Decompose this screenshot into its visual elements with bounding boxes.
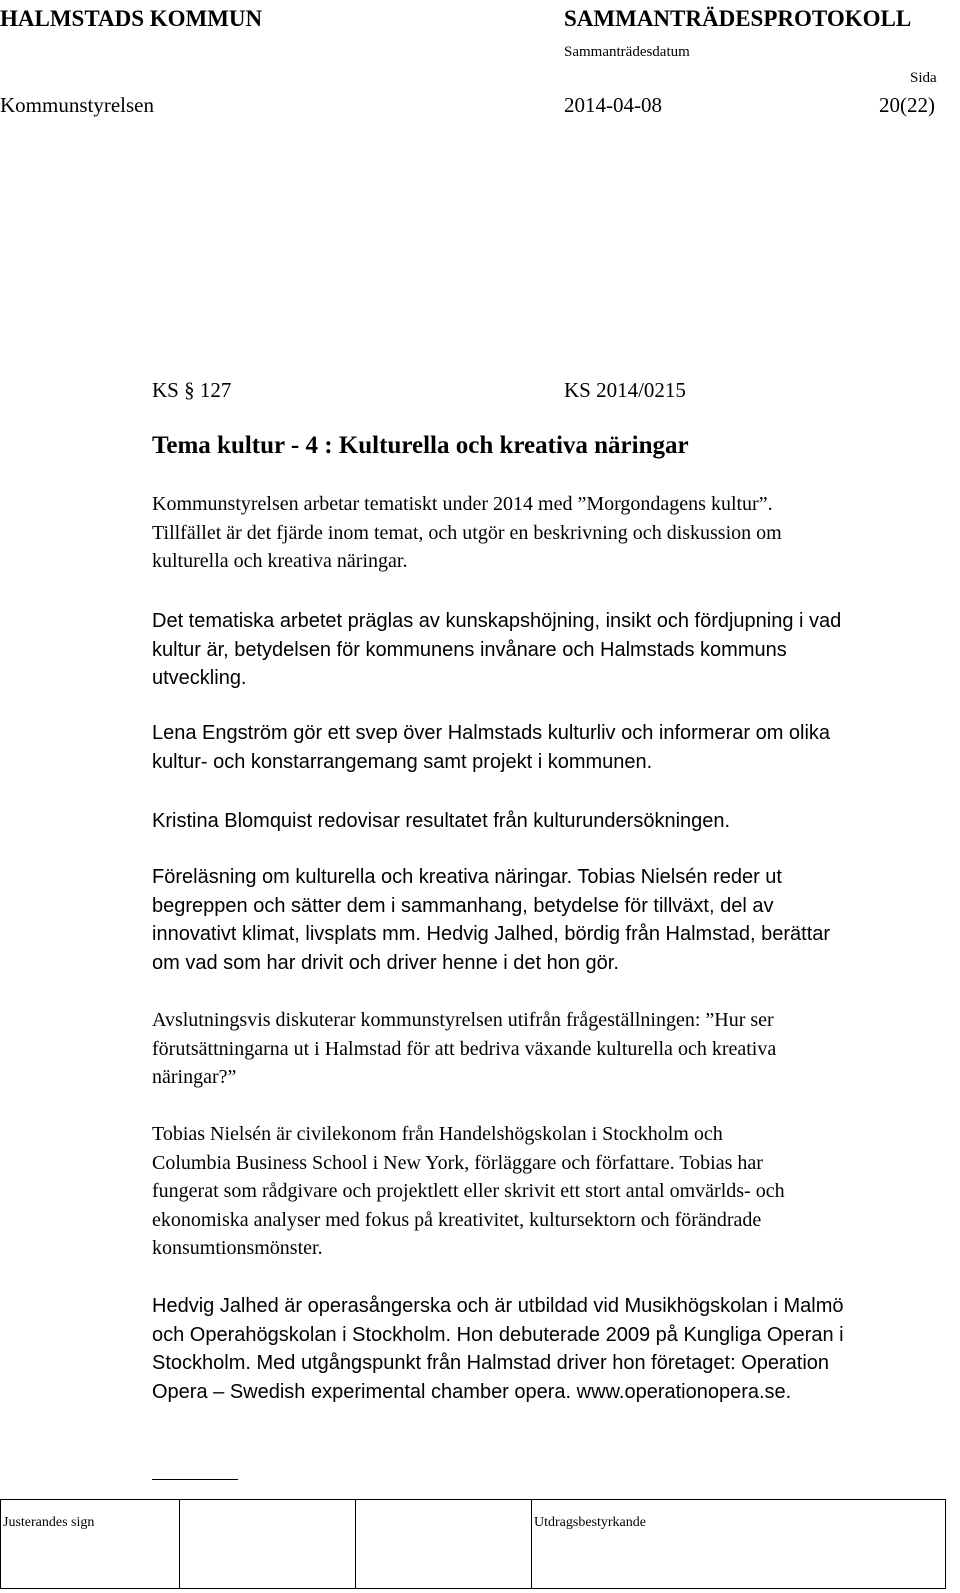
justerandes-sign-cell — [1, 1500, 180, 1589]
page-label: Sida — [910, 70, 937, 86]
signature-cell-3 — [356, 1500, 532, 1589]
page-number: 20(22) — [879, 93, 935, 117]
meeting-date-label: Sammanträdesdatum — [564, 44, 690, 60]
paragraph-tobias-nielsen-bio: Tobias Nielsén är civilekonom från Handelshögskolan i Stockholm och Columbia Business School i New York, förläggare och författare. Tobias har fungerat som rådgivare och projektlett eller skrivit ett stort antal omvärlds- och ekonomiska analyser med fokus på kreativitet, kultursektorn och förändrade konsumtionsmönster. — [152, 1123, 785, 1260]
utdragsbestyrkande-label: Utdragsbestyrkande — [534, 1515, 646, 1530]
paragraph-lecture: Föreläsning om kulturella och kreativa näringar. Tobias Nielsén reder ut begreppen och sätter dem i sammanhang, betydelse för tillväxt, del av innovativt klimat, livsplats mm. Hedvig Jalhed, bördig från Halmstad, berättar om vad som har drivit och driver henne i det hon gör. — [152, 866, 831, 974]
organization-name: HALMSTADS KOMMUN — [0, 6, 263, 31]
case-number: KS § 127 — [152, 378, 232, 402]
justerandes-sign-label: Justerandes sign — [3, 1515, 95, 1530]
footnote-separator — [152, 1479, 238, 1480]
utdragsbestyrkande-cell — [532, 1500, 946, 1589]
document-type: SAMMANTRÄDESPROTOKOLL — [564, 6, 912, 31]
paragraph-hedvig-jalhed-bio: Hedvig Jalhed är operasångerska och är utbildad vid Musikhögskolan i Malmö och Operahögskolan i Stockholm. Hon debuterade 2009 på Kungliga Operan i Stockholm. Med utgångspunkt från Halmstad driver hon företaget: Operation Opera – Swedish experimental chamber opera. www.operationopera.se. — [152, 1295, 844, 1403]
paragraph-intro: Kommunstyrelsen arbetar tematiskt under 2014 med ”Morgondagens kultur”. Tillfället är det fjärde inom temat, och utgör en beskrivning och diskussion om kulturella och kreativa näringar. — [152, 493, 782, 573]
meeting-date: 2014-04-08 — [564, 93, 662, 117]
paragraph-kristina-blomquist: Kristina Blomquist redovisar resultatet från kulturundersökningen. — [152, 810, 731, 832]
paragraph-closing-discussion: Avslutningsvis diskuterar kommunstyrelsen utifrån frågeställningen: ”Hur ser förutsättningarna ut i Halmstad för att bedriva växande kulturella och kreativa näringar?” — [152, 1009, 777, 1089]
signature-cell-2 — [180, 1500, 356, 1589]
agenda-title: Tema kultur - 4 : Kulturella och kreativa näringar — [152, 432, 689, 459]
diary-number: KS 2014/0215 — [564, 378, 686, 402]
committee-name: Kommunstyrelsen — [0, 93, 154, 117]
paragraph-thematic-work: Det tematiska arbetet präglas av kunskapshöjning, insikt och fördjupning i vad kultur är, betydelsen för kommunens invånare och Halmstads kommuns utveckling. — [152, 610, 842, 690]
paragraph-lena-engstrom: Lena Engström gör ett svep över Halmstads kulturliv och informerar om olika kultur- och konstarrangemang samt projekt i kommunen. — [152, 722, 831, 773]
signature-table — [0, 1499, 946, 1589]
